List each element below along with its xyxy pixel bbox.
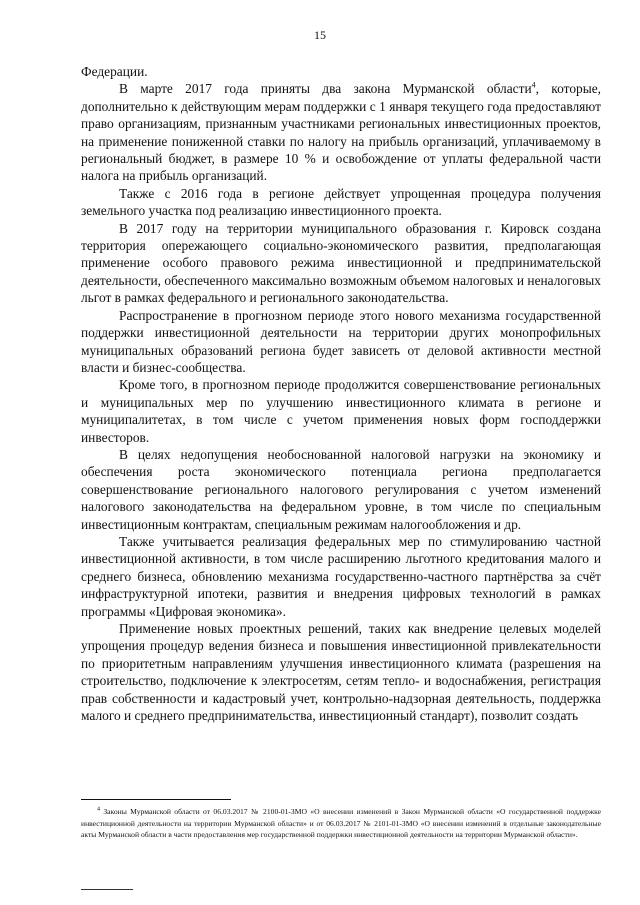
paragraph-tax-regulation: В целях недопущения необоснованной налоговой нагрузки на экономику и обеспечения роста экономического потенциала региона предполагается совершенствование регионального налогового регулирования с учетом изменений налогового законодательства на федеральном уровне, в том числе по специальным инвестиционным контрактам, специальным режимам налогообложения и др. [81,446,601,532]
paragraph-mechanism-spread: Распространение в прогнозном периоде этого нового механизма государственной поддержки инвестиционной деятельности на территории других монопрофильных муниципальных образований региона будет зависеть от деловой активности местной власти и бизнес-сообщества. [81,307,601,375]
footnote [81,806,601,841]
paragraph-laws-2017 [81,80,601,184]
body-text [81,63,601,724]
paragraph-project-solutions: Применение новых проектных решений, таких как внедрение целевых моделей упрощения процедур ведения бизнеса и повышения инвестиционной привлекательности по приоритетным направлениям улучшения инвестиционного климата (разрешения на строительство, подключение к электросетям, сетям тепло- и водоснабжения, регистрация прав собственности и кадастровый учет, контрольно-надзорная деятельность, поддержка малого и среднего предпринимательства, инвестиционный стандарт), позволит создать [81,621,601,724]
footnote-separator [81,799,231,800]
paragraph-investment-climate: Кроме того, в прогнозном периоде продолжится совершенствование региональных и муниципальных мер по улучшению инвестиционного климата в регионе и муниципалитетах, в том числе с учетом применения новых форм господдержки инвесторов. [81,377,601,445]
paragraph-kirovsk-tor: В 2017 году на территории муниципального образования г. Кировск создана территория опережающего социально-экономического развития, предполагающая применение особого правового режима инвестиционной и предпринимательской деятельности, обеспеченного максимально возможным объемом налоговых и неналоговых льгот в рамках федерального и регионального законодательства. [81,220,601,306]
footnote-reference[interactable]: 4 [531,80,536,90]
bottom-divider [81,889,133,890]
paragraph-land-procedure: Также с 2016 года в регионе действует упрощенная процедура получения земельного участка под реализацию инвестиционного проекта. [81,185,601,219]
paragraph-text: В марте 2017 года приняты два закона Мурманской области [119,81,532,97]
page-number: 15 [314,28,326,42]
paragraph-text-continued: , которые, дополнительно к действующим мерам поддержки с 1 января текущего года предоставляют право организациям, признанным участниками региональных инвестиционных проектов, на применение пониженной ставки по налогу на прибыль организаций, уплачиваемому в региональный бюджет, в размере 10 % и освобождение от уплаты федеральной части налога на прибыль организаций. [81,81,601,184]
footnote-marker: 4 [97,806,100,813]
footnote-text: Законы Мурманской области от 06.03.2017 № 2100-01-ЗМО «О внесении изменений в Закон Мурманской области «О государственной поддержке инвестиционной деятельности на территории Мурманской области» и от 06.03.2017 № 2101-01-ЗМО «О внесении изменений в отдельные законодательные акты Мурманской области в части предоставления мер государственной поддержки инвестиционной деятельности на территории Мурманской области». [81,807,601,839]
paragraph-federal-measures: Также учитывается реализация федеральных мер по стимулированию частной инвестиционной активности, в том числе расширению льготного кредитования малого и среднего бизнеса, обновлению механизма государственно-частного партнёрства за счёт инфраструктурной ипотеки, развития и внедрения цифровых технологий в рамках программы «Цифровая экономика». [81,533,601,619]
paragraph-continuation: Федерации. [81,64,148,79]
